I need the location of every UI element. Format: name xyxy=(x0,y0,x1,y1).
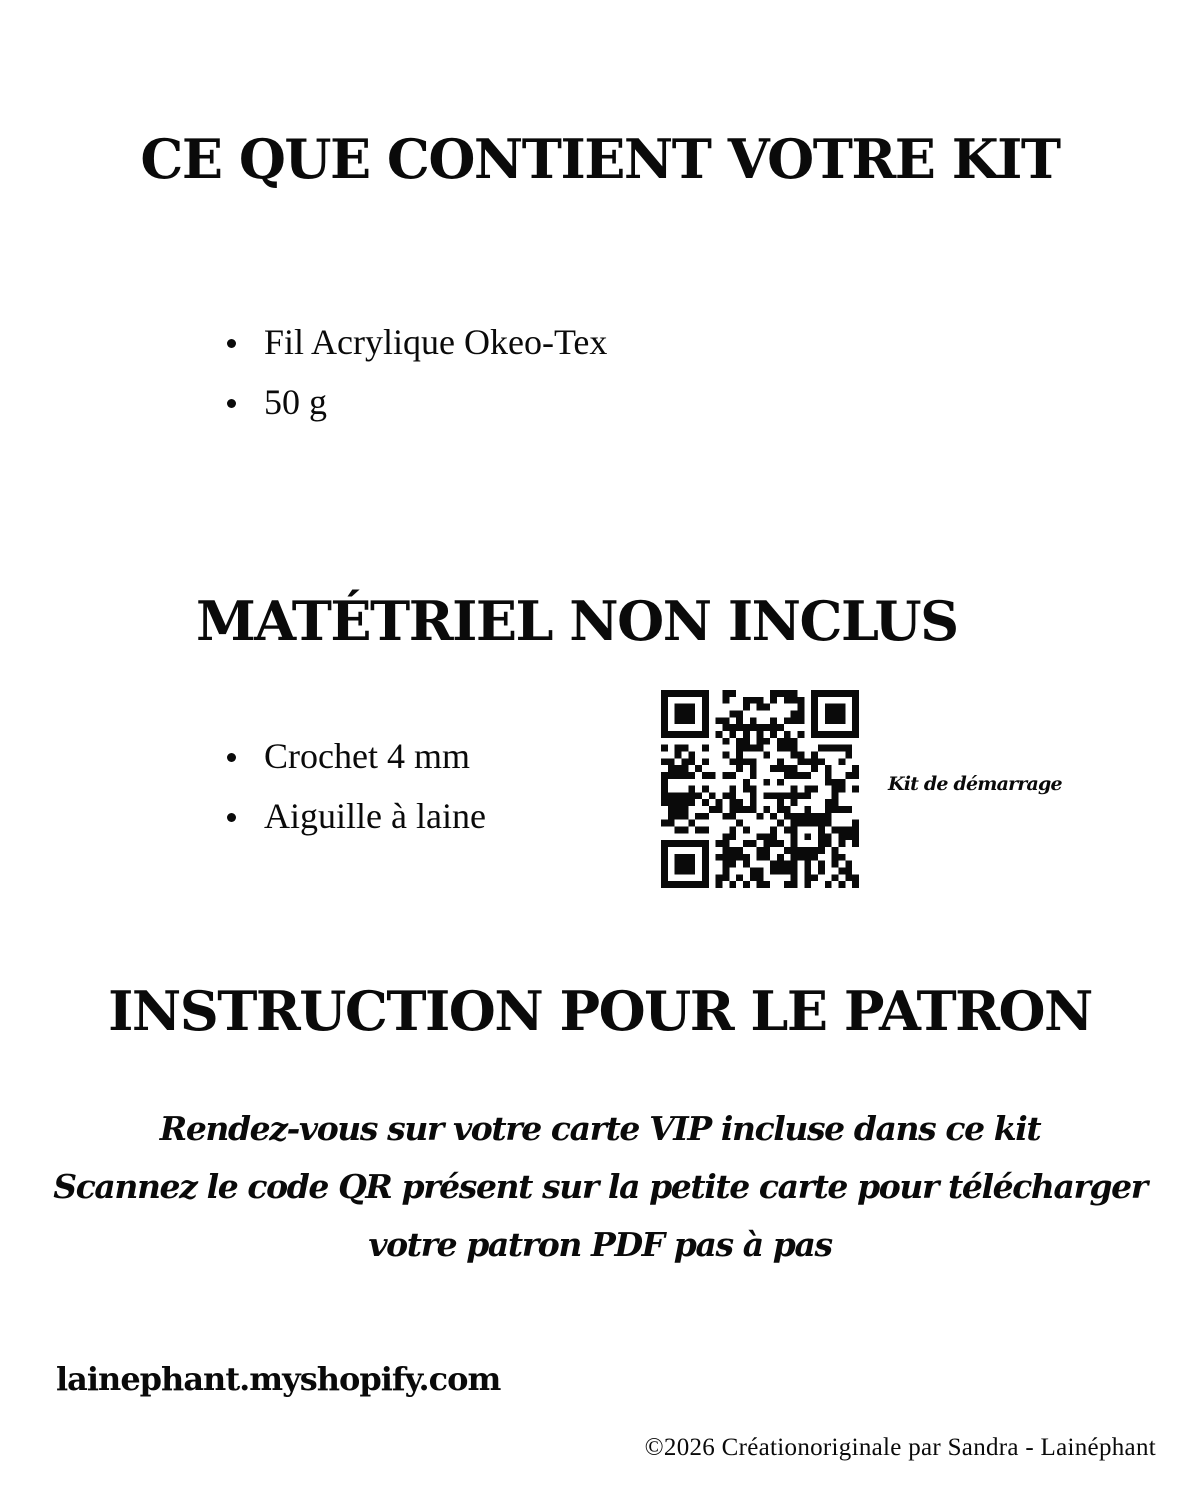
kit-contents-title: CE QUE CONTIENT VOTRE KIT xyxy=(140,127,1060,191)
list-item: 50 g xyxy=(222,372,607,432)
qr-code-icon[interactable] xyxy=(661,690,859,888)
copyright-text: ©2026 Créationoriginale par Sandra - Lainéphant xyxy=(644,1434,1156,1461)
qr-caption: Kit de démarrage xyxy=(888,773,1062,795)
material-not-included-title: MATÉTRIEL NON INCLUS xyxy=(196,589,958,653)
instruction-line: Scannez le code QR présent sur la petite carte pour télécharger xyxy=(53,1167,1147,1206)
shop-url-link[interactable]: lainephant.myshopify.com xyxy=(56,1360,501,1398)
list-item: Fil Acrylique Okeo-Tex xyxy=(222,312,607,372)
pattern-instructions-text xyxy=(0,1100,1200,1274)
kit-contents-list xyxy=(222,312,607,432)
pattern-instructions-title: INSTRUCTION POUR LE PATRON xyxy=(108,979,1092,1043)
list-item: Aiguille à laine xyxy=(222,786,486,846)
list-item: Crochet 4 mm xyxy=(222,726,486,786)
instruction-line: Rendez-vous sur votre carte VIP incluse dans ce kit xyxy=(159,1109,1041,1148)
material-list xyxy=(222,726,486,846)
instruction-line: votre patron PDF pas à pas xyxy=(368,1225,832,1264)
